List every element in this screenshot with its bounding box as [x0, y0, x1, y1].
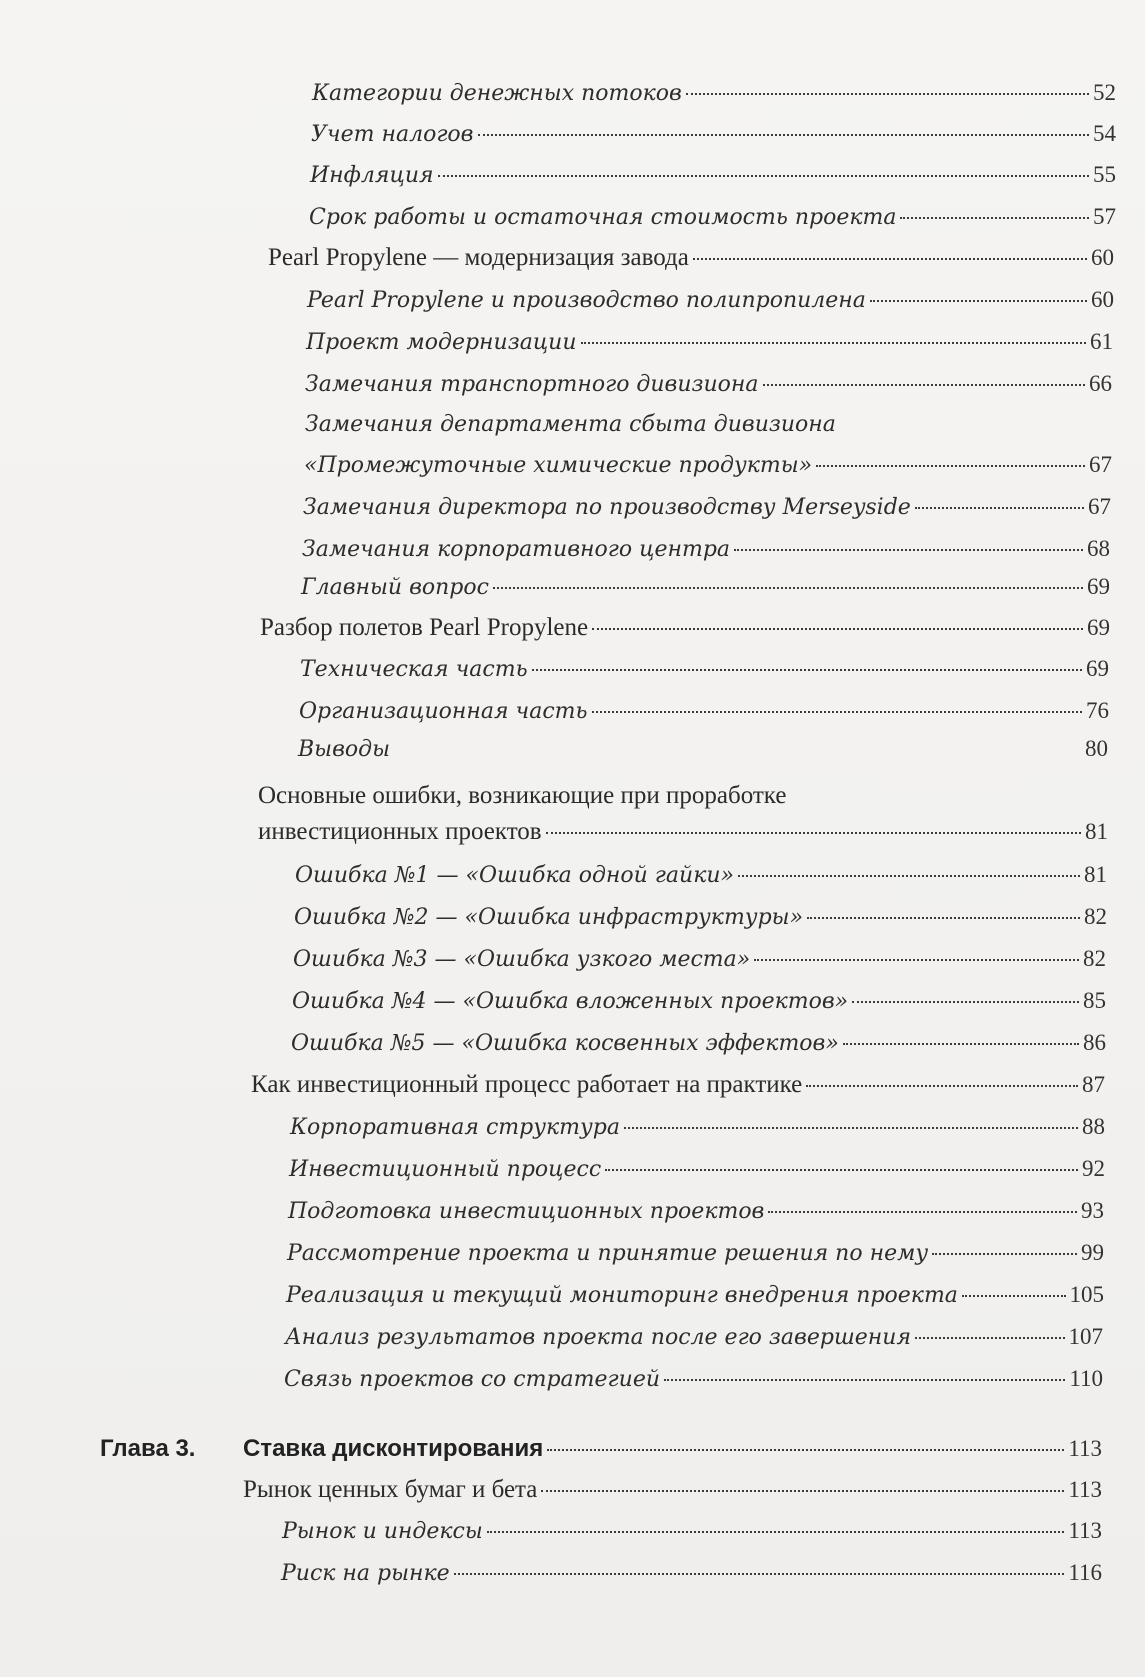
- toc-entry: [311, 121, 1116, 155]
- leader-dots: [754, 959, 1079, 961]
- toc-entry-title: Категории денежных потоков: [312, 81, 682, 106]
- toc-entry-page: 67: [1089, 452, 1112, 477]
- toc-section: [243, 1476, 1102, 1510]
- toc-entry: [299, 698, 1109, 732]
- toc-entry: [294, 904, 1107, 938]
- toc-entry-page: 69: [1087, 615, 1110, 640]
- toc-entry: [285, 1324, 1103, 1358]
- leader-dots: [605, 1169, 1078, 1171]
- toc-entry-page: 54: [1093, 121, 1116, 146]
- toc-entry-title: Главный вопрос: [301, 575, 489, 600]
- toc-entry: [305, 371, 1112, 405]
- toc-entry-page: 88: [1082, 1114, 1105, 1139]
- toc-entry-page: 116: [1068, 1560, 1102, 1585]
- leader-dots: [624, 1127, 1078, 1129]
- toc-entry-page: 68: [1087, 536, 1110, 561]
- toc-entry-title: Замечания транспортного дивизиона: [305, 372, 759, 397]
- toc-entry: [286, 1282, 1104, 1316]
- toc-entry: [309, 204, 1116, 238]
- leader-dots: [592, 628, 1083, 630]
- toc-entry-page: 55: [1093, 162, 1116, 187]
- toc-entry-page: 113: [1068, 1518, 1102, 1543]
- toc-entry-title: Корпоративная структура: [290, 1115, 620, 1140]
- leader-dots: [487, 1531, 1065, 1533]
- toc-entry-page: 60: [1091, 245, 1114, 270]
- toc-entry-page: 66: [1089, 371, 1112, 396]
- leader-dots: [592, 711, 1082, 713]
- toc-section: [268, 244, 1114, 278]
- leader-dots: [807, 917, 1080, 919]
- toc-entry-page: 76: [1086, 698, 1109, 723]
- toc-entry: [284, 1366, 1103, 1400]
- leader-dots: [900, 217, 1089, 219]
- toc-entry-title: Ошибка №2 — «Ошибка инфраструктуры»: [294, 905, 804, 930]
- toc-entry: [288, 1198, 1104, 1232]
- leader-dots: [686, 93, 1089, 95]
- toc-chapter-title: Ставка дисконтирования: [243, 1435, 544, 1462]
- toc-section-title: Pearl Propylene — модернизация завода: [268, 244, 689, 271]
- toc-section-title: инвестиционных проектов: [258, 818, 542, 845]
- toc-entry-page: 80: [1085, 736, 1108, 761]
- leader-dots: [843, 1043, 1079, 1045]
- toc-entry: [307, 287, 1114, 321]
- toc-entry-page: 93: [1081, 1198, 1104, 1223]
- toc-entry-page: 82: [1084, 904, 1107, 929]
- toc-entry: [290, 1114, 1105, 1148]
- leader-dots: [870, 300, 1087, 302]
- toc-entry-title: Подготовка инвестиционных проектов: [288, 1199, 765, 1224]
- leader-dots: [734, 549, 1083, 551]
- toc-entry-title: Ошибка №4 — «Ошибка вложенных проектов»: [292, 989, 849, 1014]
- toc-entry: [312, 80, 1116, 114]
- leader-dots: [541, 1490, 1064, 1492]
- toc-entry-page: 87: [1082, 1072, 1105, 1097]
- toc-entry-page: 82: [1083, 946, 1106, 971]
- toc-entry-page: 99: [1081, 1240, 1104, 1265]
- toc-entry: [301, 574, 1110, 608]
- toc-section-title: Как инвестиционный процесс работает на практике: [251, 1071, 803, 1098]
- toc-entry: [304, 452, 1112, 486]
- leader-dots: [394, 749, 1081, 751]
- toc-entry-title: Проект модернизации: [306, 330, 577, 355]
- leader-dots: [693, 258, 1087, 260]
- toc-entry-title: Ошибка №1 — «Ошибка одной гайки»: [295, 863, 734, 888]
- leader-dots: [454, 1573, 1065, 1575]
- toc-section: [260, 614, 1110, 648]
- toc-entry-page: 57: [1093, 204, 1116, 229]
- toc-entry-page: 67: [1088, 494, 1111, 519]
- toc-entry-title: Срок работы и остаточная стоимость проекта: [309, 205, 897, 230]
- toc-entry: [303, 494, 1111, 528]
- toc-entry: [287, 1240, 1104, 1274]
- toc-section: [258, 818, 1108, 852]
- toc-entry-page: 81: [1084, 862, 1107, 887]
- toc-entry-title: Организационная часть: [299, 699, 588, 724]
- toc-entry-page: 113: [1068, 1436, 1102, 1461]
- toc-entry-title: Замечания корпоративного центра: [302, 537, 731, 562]
- toc-entry-title: Связь проектов со стратегией: [284, 1367, 661, 1392]
- toc-entry-page: 92: [1082, 1156, 1105, 1181]
- leader-dots: [962, 1295, 1066, 1297]
- leader-dots: [493, 587, 1083, 589]
- leader-dots: [768, 1211, 1077, 1213]
- toc-entry-page: 81: [1085, 819, 1108, 844]
- leader-dots: [478, 134, 1090, 136]
- toc-entry-page: 61: [1090, 329, 1113, 354]
- toc-entry-title: Анализ результатов проекта после его завершения: [285, 1325, 912, 1350]
- toc-entry: [298, 736, 1108, 770]
- toc-entry-title: Реализация и текущий мониторинг внедрения проекта: [286, 1283, 958, 1308]
- toc-entry-page: 85: [1083, 988, 1106, 1013]
- toc-entry-page: 107: [1068, 1324, 1103, 1349]
- toc-entry-page: 105: [1069, 1282, 1104, 1307]
- toc-chapter: [100, 1435, 1102, 1469]
- toc-entry-title: Ошибка №5 — «Ошибка косвенных эффектов»: [291, 1031, 839, 1056]
- toc-entry-title: Инфляция: [310, 163, 434, 188]
- toc-entry: [291, 1030, 1106, 1064]
- toc-entry: [293, 946, 1106, 980]
- toc-entry-title: Техническая часть: [300, 657, 528, 682]
- toc-entry-page: 69: [1086, 656, 1109, 681]
- leader-dots: [915, 507, 1084, 509]
- toc-entry-page: 52: [1093, 80, 1116, 105]
- toc-entry-title: Риск на рынке: [281, 1561, 450, 1586]
- leader-dots: [915, 1337, 1064, 1339]
- toc-entry: [282, 1518, 1102, 1552]
- toc-entry-title: «Промежуточные химические продукты»: [304, 453, 813, 478]
- toc-entry: [289, 1156, 1105, 1190]
- leader-dots: [806, 1085, 1078, 1087]
- toc-entry-title-line1: Замечания департамента сбыта дивизиона: [305, 412, 836, 437]
- toc-entry-title: Замечания директора по производству Merseyside: [303, 495, 911, 520]
- chapter-label: Глава 3.: [100, 1435, 196, 1462]
- leader-dots: [581, 342, 1086, 344]
- leader-dots: [438, 175, 1089, 177]
- toc-entry: [295, 862, 1107, 896]
- toc-entry: [292, 988, 1106, 1022]
- leader-dots: [546, 832, 1081, 834]
- toc-entry: [306, 329, 1113, 363]
- toc-entry-title: Учет налогов: [311, 122, 474, 147]
- toc-entry: [310, 162, 1116, 196]
- leader-dots: [852, 1001, 1079, 1003]
- leader-dots: [532, 669, 1082, 671]
- toc-section: [251, 1071, 1105, 1105]
- leader-dots: [664, 1379, 1065, 1381]
- leader-dots: [816, 465, 1085, 467]
- toc-entry-page: 60: [1091, 287, 1114, 312]
- toc-entry: [302, 536, 1110, 570]
- toc-section-title: Разбор полетов Pearl Propylene: [260, 614, 589, 641]
- toc-section-title-line1: Основные ошибки, возникающие при проработке: [258, 782, 787, 809]
- toc-entry-page: 113: [1068, 1477, 1102, 1502]
- leader-dots: [763, 384, 1085, 386]
- toc-entry-title: Выводы: [298, 737, 390, 762]
- toc-entry-title: Pearl Propylene и производство полипропилена: [307, 288, 866, 313]
- toc-entry-title: Рассмотрение проекта и принятие решения по нему: [287, 1241, 929, 1266]
- toc-entry-title: Ошибка №3 — «Ошибка узкого места»: [293, 947, 751, 972]
- toc-entry-title: Рынок и индексы: [282, 1519, 483, 1544]
- leader-dots: [738, 875, 1080, 877]
- toc-entry: [300, 656, 1109, 690]
- toc-section-title: Рынок ценных бумаг и бета: [243, 1476, 538, 1503]
- toc-entry-page: 110: [1069, 1366, 1103, 1391]
- leader-dots: [547, 1449, 1064, 1451]
- toc-entry-page: 86: [1083, 1030, 1106, 1055]
- toc-entry: [281, 1560, 1102, 1594]
- toc-entry-title: Инвестиционный процесс: [289, 1157, 602, 1182]
- toc-entry-page: 69: [1087, 574, 1110, 599]
- leader-dots: [932, 1253, 1077, 1255]
